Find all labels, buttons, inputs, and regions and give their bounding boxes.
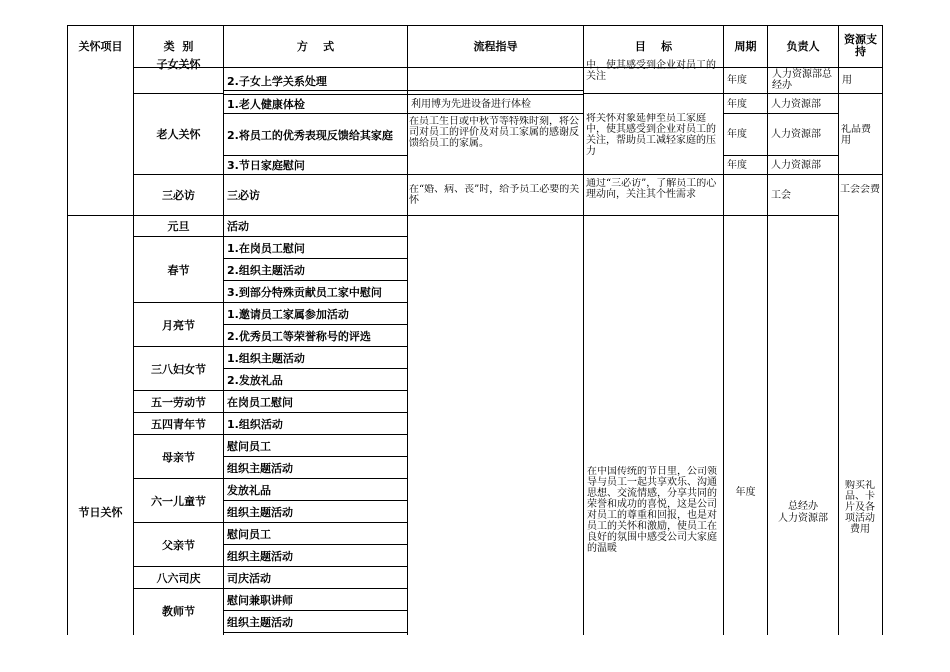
elders-owner-2: 人力资源部 [771,129,821,140]
elders-period-2: 年度 [727,129,747,140]
header-category: 类 别 [163,40,194,53]
elders-period-3: 年度 [727,159,747,171]
holiday-mother: 母亲节 [162,450,195,464]
holiday-spring-method-3: 3.到部分特殊贡献员工家中慰问 [227,285,382,299]
children-resource: 用 [842,74,852,86]
elders-owner-3: 人力资源部 [771,159,821,171]
elders-period-1: 年度 [727,98,747,110]
elders-goal: 将关怀对象延伸至员工家庭中，使其感受到企业对员工的关注，帮助员工减轻家庭的压力 [586,113,716,157]
holiday-teacher-method-1: 慰问兼职讲师 [227,593,293,607]
header-period: 周期 [734,40,757,53]
three-visits-owner: 工会 [771,189,791,201]
elders-owner-1: 人力资源部 [771,98,821,110]
header-resource: 资源支持 [844,33,877,58]
three-visits-resource: 工会会费 [840,184,880,195]
elders-guidance-1: 利用博为先进设备进行体检 [411,98,531,110]
holiday-spring-method-1: 1.在岗员工慰问 [227,241,305,255]
three-visits-goal: 通过“三必访”，了解员工的心理动向，关注其个性需求 [586,178,717,200]
holiday-father-method-1: 慰问员工 [227,527,271,541]
holiday-father-method-2: 组织主题活动 [227,549,293,563]
holiday-project: 节日关怀 [78,506,123,519]
holiday-teacher-method-2: 组织主题活动 [227,615,293,629]
holiday-labor: 五一劳动节 [151,395,206,409]
children-period: 年度 [727,75,747,86]
holiday-kids-method-1: 发放礼品 [227,483,271,497]
holiday-period: 年度 [735,486,756,498]
holiday-moon-method-1: 1.邀请员工家属参加活动 [227,307,349,321]
holiday-kids-method-2: 组织主题活动 [227,505,293,519]
three-visits-category: 三必访 [162,189,195,202]
holiday-women-method-1: 1.组织主题活动 [227,351,305,365]
holiday-mother-method-2: 组织主题活动 [227,461,293,475]
holiday-company: 八六司庆 [156,571,201,585]
children-owner: 人力资源部总经办 [772,69,832,91]
header-method: 方 式 [296,40,335,53]
holiday-kids: 六一儿童节 [151,494,206,508]
elders-category: 老人关怀 [156,128,201,141]
holiday-father: 父亲节 [162,538,195,552]
header-goal: 目 标 [634,40,673,53]
holiday-spring: 春节 [167,263,190,277]
elders-method-1: 1.老人健康体检 [227,98,305,111]
elders-method-2: 2.将员工的优秀表现反馈给其家庭 [227,128,393,142]
children-category: 子女关怀 [156,58,201,71]
holiday-company-method: 司庆活动 [227,571,271,585]
elders-guidance-2: 在员工生日或中秋节等特殊时刻，将公司对员工的评价及对员工家属的感谢反馈给员工的家属。 [409,116,579,149]
header-owner: 负责人 [786,40,820,53]
holiday-newyear: 元旦 [167,220,190,233]
holiday-spring-method-2: 2.组织主题活动 [227,263,305,277]
holiday-youth: 五四青年节 [151,417,206,431]
children-method: 2.子女上学关系处理 [227,74,327,88]
holiday-women-method-2: 2.发放礼品 [227,373,283,387]
children-goal: 中，使其感受到企业对员工的关注 [586,60,716,82]
holiday-women: 三八妇女节 [151,362,206,376]
holiday-moon-method-2: 2.优秀员工等荣誉称号的评选 [227,329,371,343]
elders-method-3: 3.节日家庭慰问 [227,159,305,172]
holiday-moon: 月亮节 [162,318,195,332]
holiday-resource: 购买礼品、卡片及各项活动费用 [845,480,875,535]
holiday-mother-method-1: 慰问员工 [227,439,271,453]
holiday-owner: 总经办 人力资源部 [778,501,828,524]
elders-resource: 礼品费用 [841,124,871,146]
three-visits-method: 三必访 [227,189,260,202]
holiday-teacher: 教师节 [162,604,195,618]
holiday-goal: 在中国传统的节日里，公司领导与员工一起共享欢乐、沟通思想、交流情感，分享共同的荣誉和成功的喜悦，这是公司对员工的尊重和回报，也是对员工的关怀和激励，使员工在良好的氛围中感受公司大家庭的温暖 [587,466,717,554]
holiday-newyear-method: 活动 [227,220,249,233]
holiday-labor-method: 在岗员工慰问 [227,395,293,409]
header-project: 关怀项目 [78,40,123,53]
header-guidance: 流程指导 [473,40,518,53]
three-visits-guidance: 在“婚、病、丧”时，给予员工必要的关怀 [409,184,580,206]
holiday-youth-method: 1.组织活动 [227,417,283,431]
